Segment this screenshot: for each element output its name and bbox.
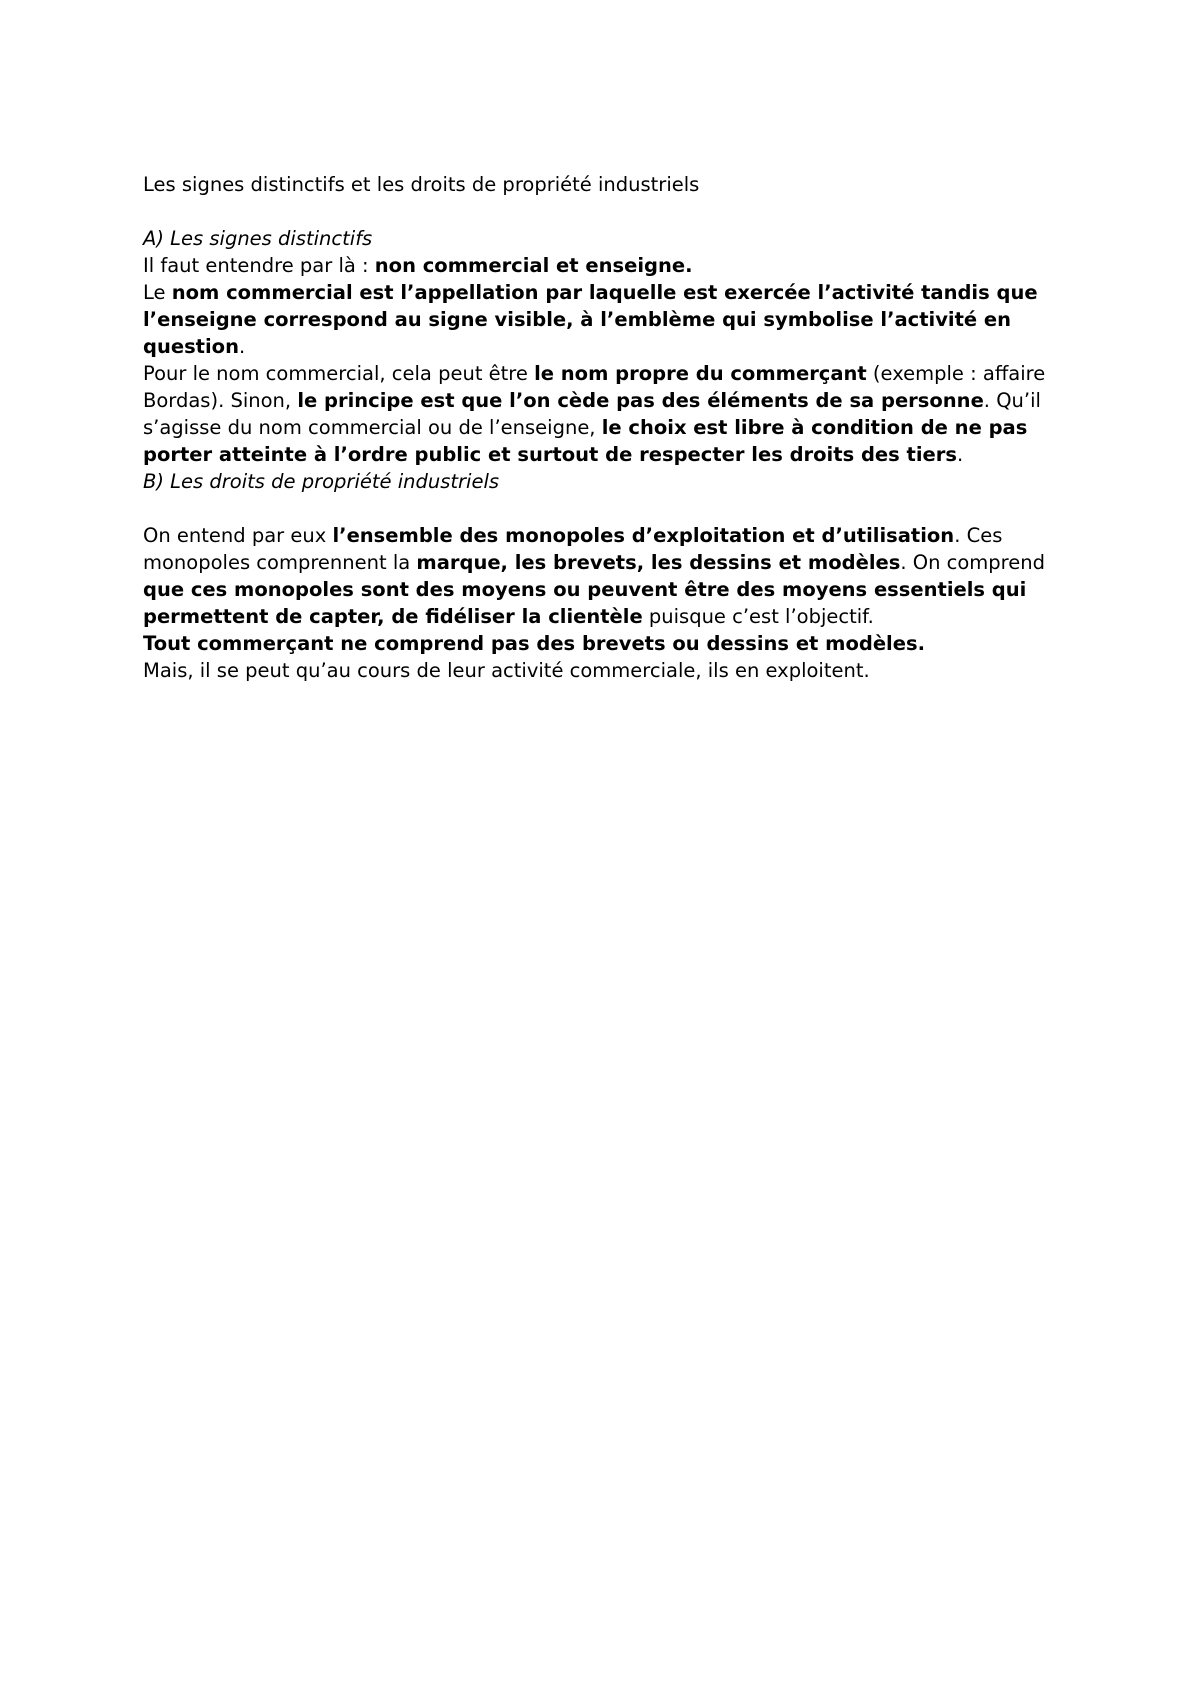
text-run: (exemple : affaire Bordas). Sinon, <box>143 362 1046 412</box>
bold-text-run: Tout commerçant ne comprend pas des brevets ou dessins et modèles. <box>143 632 925 655</box>
blank-line <box>143 495 1073 522</box>
text-run: . Qu’il s’agisse du nom commercial ou de l’enseigne, <box>143 389 1041 439</box>
text-run: Mais, il se peut qu’au cours de leur activité commerciale, ils en exploitent. <box>143 659 870 682</box>
bold-text-run: nom commercial est l’appellation par laquelle est exercée l’activité tandis que l’enseigne correspond au signe visible, à l’emblème qui symbolise l’activité en question <box>143 281 1038 358</box>
section-b-paragraph-1 <box>143 522 1073 630</box>
section-b-heading: B) Les droits de propriété industriels <box>143 470 500 493</box>
bold-text-run: que ces monopoles sont des moyens ou peuvent être des moyens essentiels qui permettent de capter, de fidéliser la clientèle <box>143 578 1027 628</box>
section-a-paragraph-3 <box>143 360 1073 468</box>
text-run: puisque c’est l’objectif. <box>642 605 874 628</box>
document-title: Les signes distinctifs et les droits de propriété industriels <box>143 173 700 196</box>
text-run: . On comprend <box>900 551 1045 574</box>
bold-text-run: le principe est que l’on cède pas des éléments de sa personne <box>297 389 984 412</box>
text-run: On entend par eux <box>143 524 333 547</box>
text-run: Il faut entendre par là : <box>143 254 375 277</box>
section-b-paragraph-3 <box>143 657 1073 684</box>
document-page <box>143 171 1073 684</box>
section-a-paragraph-2 <box>143 279 1073 360</box>
bold-text-run: le nom propre du commerçant <box>534 362 867 385</box>
text-run: Le <box>143 281 172 304</box>
section-a-paragraph-1 <box>143 252 1073 279</box>
text-run: . <box>957 443 964 466</box>
text-run: . Ces monopoles comprennent la <box>143 524 1003 574</box>
bold-text-run: l’ensemble des monopoles d’exploitation et d’utilisation <box>332 524 955 547</box>
bold-text-run: non commercial et enseigne. <box>374 254 693 277</box>
text-run: Pour le nom commercial, cela peut être <box>143 362 535 385</box>
section-b-paragraph-2 <box>143 630 1073 657</box>
bold-text-run: le choix est libre à condition de ne pas porter atteinte à l’ordre public et surtout de respecter les droits des tiers <box>143 416 1028 466</box>
text-run: . <box>238 335 246 358</box>
section-a-heading: A) Les signes distinctifs <box>143 227 373 250</box>
bold-text-run: marque, les brevets, les dessins et modèles <box>416 551 901 574</box>
